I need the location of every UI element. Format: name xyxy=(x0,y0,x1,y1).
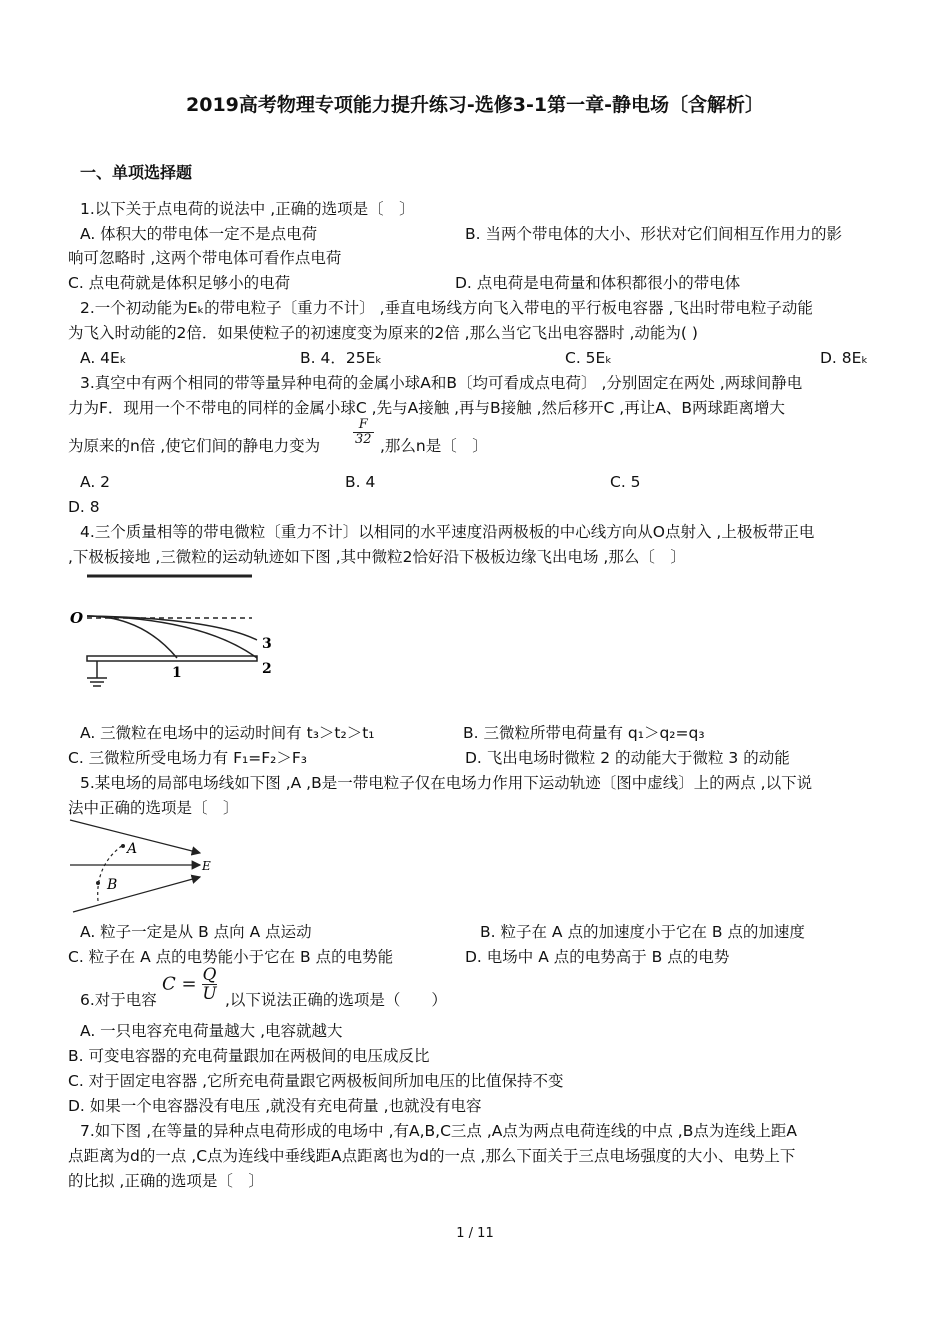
q6-formula-numerator: Q xyxy=(202,965,217,985)
q3-option-b: B. 4 xyxy=(345,473,376,491)
q4-stem-line1: 4.三个质量相等的带电微粒〔重力不计〕以相同的水平速度沿两极板的中心线方向从O点射入 ,上极板带正电 xyxy=(80,523,815,541)
q4-option-d: D. 飞出电场时微粒 2 的动能大于微粒 3 的动能 xyxy=(465,749,790,767)
q3-fraction-numerator: F xyxy=(353,418,374,433)
q1-option-c: C. 点电荷就是体积足够小的电荷 xyxy=(68,274,291,292)
q2-stem-line2: 为飞入时动能的2倍．如果使粒子的初速度变为原来的2倍 ,那么当它飞出电容器时 ,动能为( ) xyxy=(68,324,698,342)
q6-option-b: B. 可变电容器的充电荷量跟加在两极间的电压成反比 xyxy=(68,1047,430,1065)
q6-formula-lhs: C = xyxy=(162,973,197,995)
section-heading: 一、单项选择题 xyxy=(80,163,193,182)
q4-option-c: C. 三微粒所受电场力有 F₁=F₂＞F₃ xyxy=(68,749,307,767)
q3-option-a: A. 2 xyxy=(80,473,111,491)
q3-option-c: C. 5 xyxy=(610,473,641,491)
page-number: 1 / 11 xyxy=(456,1226,494,1241)
q7-stem-line1: 7.如下图 ,在等量的异种点电荷形成的电场中 ,有A,B,C三点 ,A点为两点电荷连线的中点 ,B点为连线上距A xyxy=(80,1122,797,1140)
q3-fraction-denominator: 32 xyxy=(355,432,372,447)
q5-field-figure xyxy=(65,815,225,920)
q4-label-o: O xyxy=(70,609,84,627)
q1-option-a: A. 体积大的带电体一定不是点电荷 xyxy=(80,225,318,243)
q2-option-c: C. 5Eₖ xyxy=(565,349,612,367)
q4-capacitor-figure xyxy=(62,568,282,693)
q6-formula-denominator: U xyxy=(202,984,217,1004)
q4-stem-line2: ,下极板接地 ,三微粒的运动轨迹如下图 ,其中微粒2恰好沿下极板边缘飞出电场 ,那么〔 〕 xyxy=(68,548,686,566)
q2-option-a: A. 4Eₖ xyxy=(80,349,127,367)
q4-option-b: B. 三微粒所带电荷量有 q₁＞q₂=q₃ xyxy=(463,724,705,742)
q5-label-b: B xyxy=(107,877,118,893)
q2-option-b: B. 4．25Eₖ xyxy=(300,349,382,367)
q1-option-b-cont: 响可忽略时 ,这两个带电体可看作点电荷 xyxy=(68,249,342,267)
q6-option-a: A. 一只电容充电荷量越大 ,电容就越大 xyxy=(80,1022,343,1040)
q5-stem-line2: 法中正确的选项是〔 〕 xyxy=(68,799,239,817)
q3-stem-line1: 3.真空中有两个相同的带等量异种电荷的金属小球A和B〔均可看成点电荷〕 ,分别固定在两处 ,两球间静电 xyxy=(80,374,803,392)
q4-label-3: 3 xyxy=(262,636,272,652)
q5-option-a: A. 粒子一定是从 B 点向 A 点运动 xyxy=(80,923,312,941)
q4-label-2: 2 xyxy=(262,661,272,677)
q1-option-b: B. 当两个带电体的大小、形状对它们间相互作用力的影 xyxy=(465,225,842,243)
q3-stem-line3b: ,那么n是〔 〕 xyxy=(380,437,488,455)
q4-label-1: 1 xyxy=(172,665,182,681)
q5-stem-line1: 5.某电场的局部电场线如下图 ,A ,B是一带电粒子仅在电场力作用下运动轨迹〔图中虚线〕上的两点 ,以下说 xyxy=(80,774,813,792)
q5-option-d: D. 电场中 A 点的电势高于 B 点的电势 xyxy=(465,948,730,966)
q1-option-d: D. 点电荷是电荷量和体积都很小的带电体 xyxy=(455,274,741,292)
q2-stem-line1: 2.一个初动能为Eₖ的带电粒子〔重力不计〕 ,垂直电场线方向飞入带电的平行板电容器 ,飞出时带电粒子动能 xyxy=(80,299,813,317)
q4-option-a: A. 三微粒在电场中的运动时间有 t₃＞t₂＞t₁ xyxy=(80,724,375,742)
q5-option-b: B. 粒子在 A 点的加速度小于它在 B 点的加速度 xyxy=(480,923,805,941)
q3-fraction xyxy=(353,418,374,447)
q6-capacitance-formula xyxy=(162,966,217,1003)
q6-stem-a: 6.对于电容 xyxy=(80,991,157,1009)
q6-option-d: D. 如果一个电容器没有电压 ,就没有充电荷量 ,也就没有电容 xyxy=(68,1097,482,1115)
q7-stem-line3: 的比拟 ,正确的选项是〔 〕 xyxy=(68,1172,264,1190)
q6-option-c: C. 对于固定电容器 ,它所充电荷量跟它两极板间所加电压的比值保持不变 xyxy=(68,1072,564,1090)
document-title: 2019高考物理专项能力提升练习-选修3-1第一章-静电场〔含解析〕 xyxy=(186,94,764,116)
q3-option-d: D. 8 xyxy=(68,498,100,516)
q5-label-a: A xyxy=(127,841,138,857)
q1-stem: 1.以下关于点电荷的说法中 ,正确的选项是〔 〕 xyxy=(80,200,415,218)
q5-label-e: E xyxy=(202,859,211,873)
q2-option-d: D. 8Eₖ xyxy=(820,349,869,367)
q3-stem-line3a: 为原来的n倍 ,使它们间的静电力变为 xyxy=(68,437,321,455)
q6-stem-b: ,以下说法正确的选项是（ ） xyxy=(225,991,447,1009)
q6-formula-fraction xyxy=(202,966,216,1003)
q5-option-c: C. 粒子在 A 点的电势能小于它在 B 点的电势能 xyxy=(68,948,394,966)
q7-stem-line2: 点距离为d的一点 ,C点为连线中垂线距A点距离也为d的一点 ,那么下面关于三点电场强度的大小、电势上下 xyxy=(68,1147,796,1165)
q3-stem-line2: 力为F．现用一个不带电的同样的金属小球C ,先与A接触 ,再与B接触 ,然后移开C ,再让A、B两球距离增大 xyxy=(68,399,785,417)
